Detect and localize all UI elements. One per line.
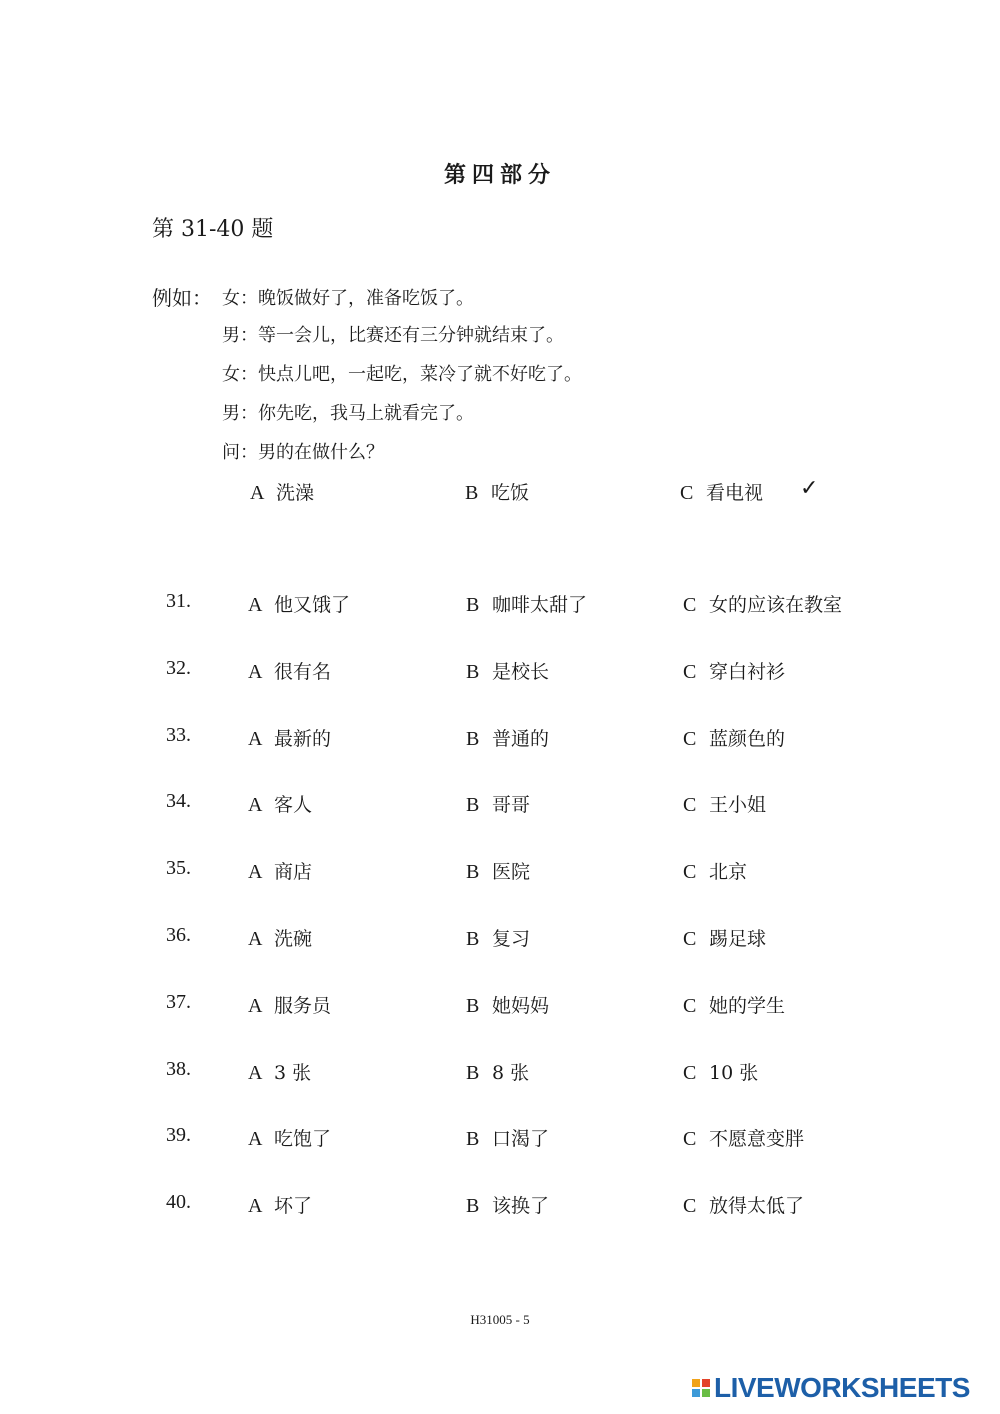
option-letter: C xyxy=(683,594,697,616)
answer-option-a[interactable] xyxy=(248,1058,311,1085)
option-text: 洗澡 xyxy=(276,482,315,504)
option-letter: B xyxy=(466,661,480,683)
example-option-c xyxy=(680,478,763,505)
logo-square xyxy=(692,1389,700,1397)
option-text: 放得太低了 xyxy=(709,1195,805,1217)
option-text: 复习 xyxy=(492,928,531,950)
answer-option-a[interactable] xyxy=(248,991,331,1018)
answer-option-a[interactable] xyxy=(248,924,312,951)
option-text: 他又饿了 xyxy=(274,594,351,616)
answer-option-c[interactable] xyxy=(683,790,766,817)
answer-option-c[interactable] xyxy=(683,857,747,884)
option-letter: C xyxy=(683,1195,697,1217)
option-text: 踢足球 xyxy=(709,928,767,950)
option-text: 她的学生 xyxy=(709,995,786,1017)
answer-option-b[interactable] xyxy=(466,657,549,684)
answer-option-c[interactable] xyxy=(683,590,842,617)
option-text: 哥哥 xyxy=(492,794,531,816)
example-dialog-line: 女：快点儿吧，一起吃，菜冷了就不好吃了。 xyxy=(222,364,582,385)
question-number: 38. xyxy=(166,1058,191,1080)
option-text: 很有名 xyxy=(274,661,332,683)
option-letter: A xyxy=(248,928,263,950)
option-text: 蓝颜色的 xyxy=(709,728,786,750)
option-text: 医院 xyxy=(492,861,531,883)
option-text: 吃饭 xyxy=(491,482,530,504)
answer-option-a[interactable] xyxy=(248,590,350,617)
option-text: 咖啡太甜了 xyxy=(492,594,588,616)
option-letter: C xyxy=(683,861,697,883)
option-text: 商店 xyxy=(274,861,313,883)
answer-option-a[interactable] xyxy=(248,1124,331,1151)
checkmark-icon: ✓ xyxy=(800,476,819,501)
option-letter: B xyxy=(466,1128,480,1150)
question-number: 37. xyxy=(166,991,191,1013)
answer-option-a[interactable] xyxy=(248,857,312,884)
option-letter: C xyxy=(683,661,697,683)
option-text: 坏了 xyxy=(274,1195,313,1217)
option-letter: C xyxy=(683,1128,697,1150)
answer-option-c[interactable] xyxy=(683,657,785,684)
option-text: 8 张 xyxy=(492,1062,530,1084)
question-number: 32. xyxy=(166,657,191,679)
option-text: 看电视 xyxy=(706,482,764,504)
question-number: 39. xyxy=(166,1124,191,1146)
option-letter: B xyxy=(466,861,480,883)
brand-logo xyxy=(692,1372,970,1404)
example-label: 例如： xyxy=(152,286,212,310)
question-number: 36. xyxy=(166,924,191,946)
question-number: 34. xyxy=(166,790,191,812)
option-letter: C xyxy=(683,995,697,1017)
option-text: 口渴了 xyxy=(492,1128,550,1150)
option-text: 穿白衬衫 xyxy=(709,661,786,683)
example-dialog-line: 男：你先吃，我马上就看完了。 xyxy=(222,403,474,424)
answer-option-b[interactable] xyxy=(466,924,530,951)
option-text: 女的应该在教室 xyxy=(709,594,843,616)
logo-square xyxy=(702,1379,710,1387)
option-letter: C xyxy=(683,928,697,950)
question-number: 33. xyxy=(166,724,191,746)
answer-option-b[interactable] xyxy=(466,790,530,817)
option-letter: A xyxy=(248,1195,263,1217)
option-text: 普通的 xyxy=(492,728,550,750)
option-letter: B xyxy=(466,928,480,950)
option-text: 客人 xyxy=(274,794,313,816)
answer-option-b[interactable] xyxy=(466,991,549,1018)
page-title: 第四部分 xyxy=(443,162,556,188)
answer-option-c[interactable] xyxy=(683,1191,804,1218)
example-question: 问：男的在做什么？ xyxy=(222,442,384,463)
logo-square xyxy=(692,1379,700,1387)
question-number: 31. xyxy=(166,590,191,612)
option-letter: A xyxy=(248,1128,263,1150)
option-letter: B xyxy=(465,482,479,504)
answer-option-a[interactable] xyxy=(248,724,331,751)
example-dialog-line: 男：等一会儿，比赛还有三分钟就结束了。 xyxy=(222,325,564,346)
option-text: 洗碗 xyxy=(274,928,313,950)
option-text: 北京 xyxy=(709,861,748,883)
section-subtitle: 第 31-40 题 xyxy=(152,217,274,242)
option-text: 吃饱了 xyxy=(274,1128,332,1150)
option-letter: B xyxy=(466,1195,480,1217)
answer-option-b[interactable] xyxy=(466,1058,529,1085)
option-text: 不愿意变胖 xyxy=(709,1128,805,1150)
answer-option-a[interactable] xyxy=(248,657,331,684)
example-option-b xyxy=(465,478,529,505)
answer-option-c[interactable] xyxy=(683,1124,804,1151)
option-letter: A xyxy=(248,594,263,616)
option-letter: B xyxy=(466,728,480,750)
option-letter: A xyxy=(250,482,265,504)
liveworksheets-logo-icon xyxy=(692,1379,710,1397)
answer-option-b[interactable] xyxy=(466,590,587,617)
option-letter: A xyxy=(248,995,263,1017)
option-letter: A xyxy=(248,728,263,750)
option-text: 10 张 xyxy=(709,1062,759,1084)
option-text: 是校长 xyxy=(492,661,550,683)
example-option-a xyxy=(250,478,314,505)
option-letter: A xyxy=(248,661,263,683)
option-letter: A xyxy=(248,861,263,883)
option-letter: B xyxy=(466,1062,480,1084)
question-number: 40. xyxy=(166,1191,191,1213)
answer-option-b[interactable] xyxy=(466,857,530,884)
answer-option-c[interactable] xyxy=(683,1058,758,1085)
option-letter: B xyxy=(466,594,480,616)
option-letter: B xyxy=(466,794,480,816)
option-text: 3 张 xyxy=(274,1062,312,1084)
option-text: 该换了 xyxy=(492,1195,550,1217)
option-letter: C xyxy=(683,794,697,816)
option-text: 最新的 xyxy=(274,728,332,750)
option-text: 王小姐 xyxy=(709,794,767,816)
option-letter: C xyxy=(683,728,697,750)
answer-option-c[interactable] xyxy=(683,924,766,951)
answer-option-a[interactable] xyxy=(248,1191,312,1218)
option-letter: C xyxy=(683,1062,697,1084)
answer-option-c[interactable] xyxy=(683,724,785,751)
option-letter: A xyxy=(248,1062,263,1084)
option-letter: C xyxy=(680,482,694,504)
question-number: 35. xyxy=(166,857,191,879)
logo-square xyxy=(702,1389,710,1397)
option-letter: B xyxy=(466,995,480,1017)
brand-name: LIVEWORKSHEETS xyxy=(714,1372,970,1403)
answer-option-a[interactable] xyxy=(248,790,312,817)
answer-option-b[interactable] xyxy=(466,1191,549,1218)
option-text: 她妈妈 xyxy=(492,995,550,1017)
example-dialog-line: 女：晚饭做好了，准备吃饭了。 xyxy=(222,288,474,309)
option-letter: A xyxy=(248,794,263,816)
answer-option-b[interactable] xyxy=(466,724,549,751)
answer-option-b[interactable] xyxy=(466,1124,549,1151)
page-footer: H31005 - 5 xyxy=(470,1312,530,1327)
option-text: 服务员 xyxy=(274,995,332,1017)
answer-option-c[interactable] xyxy=(683,991,785,1018)
